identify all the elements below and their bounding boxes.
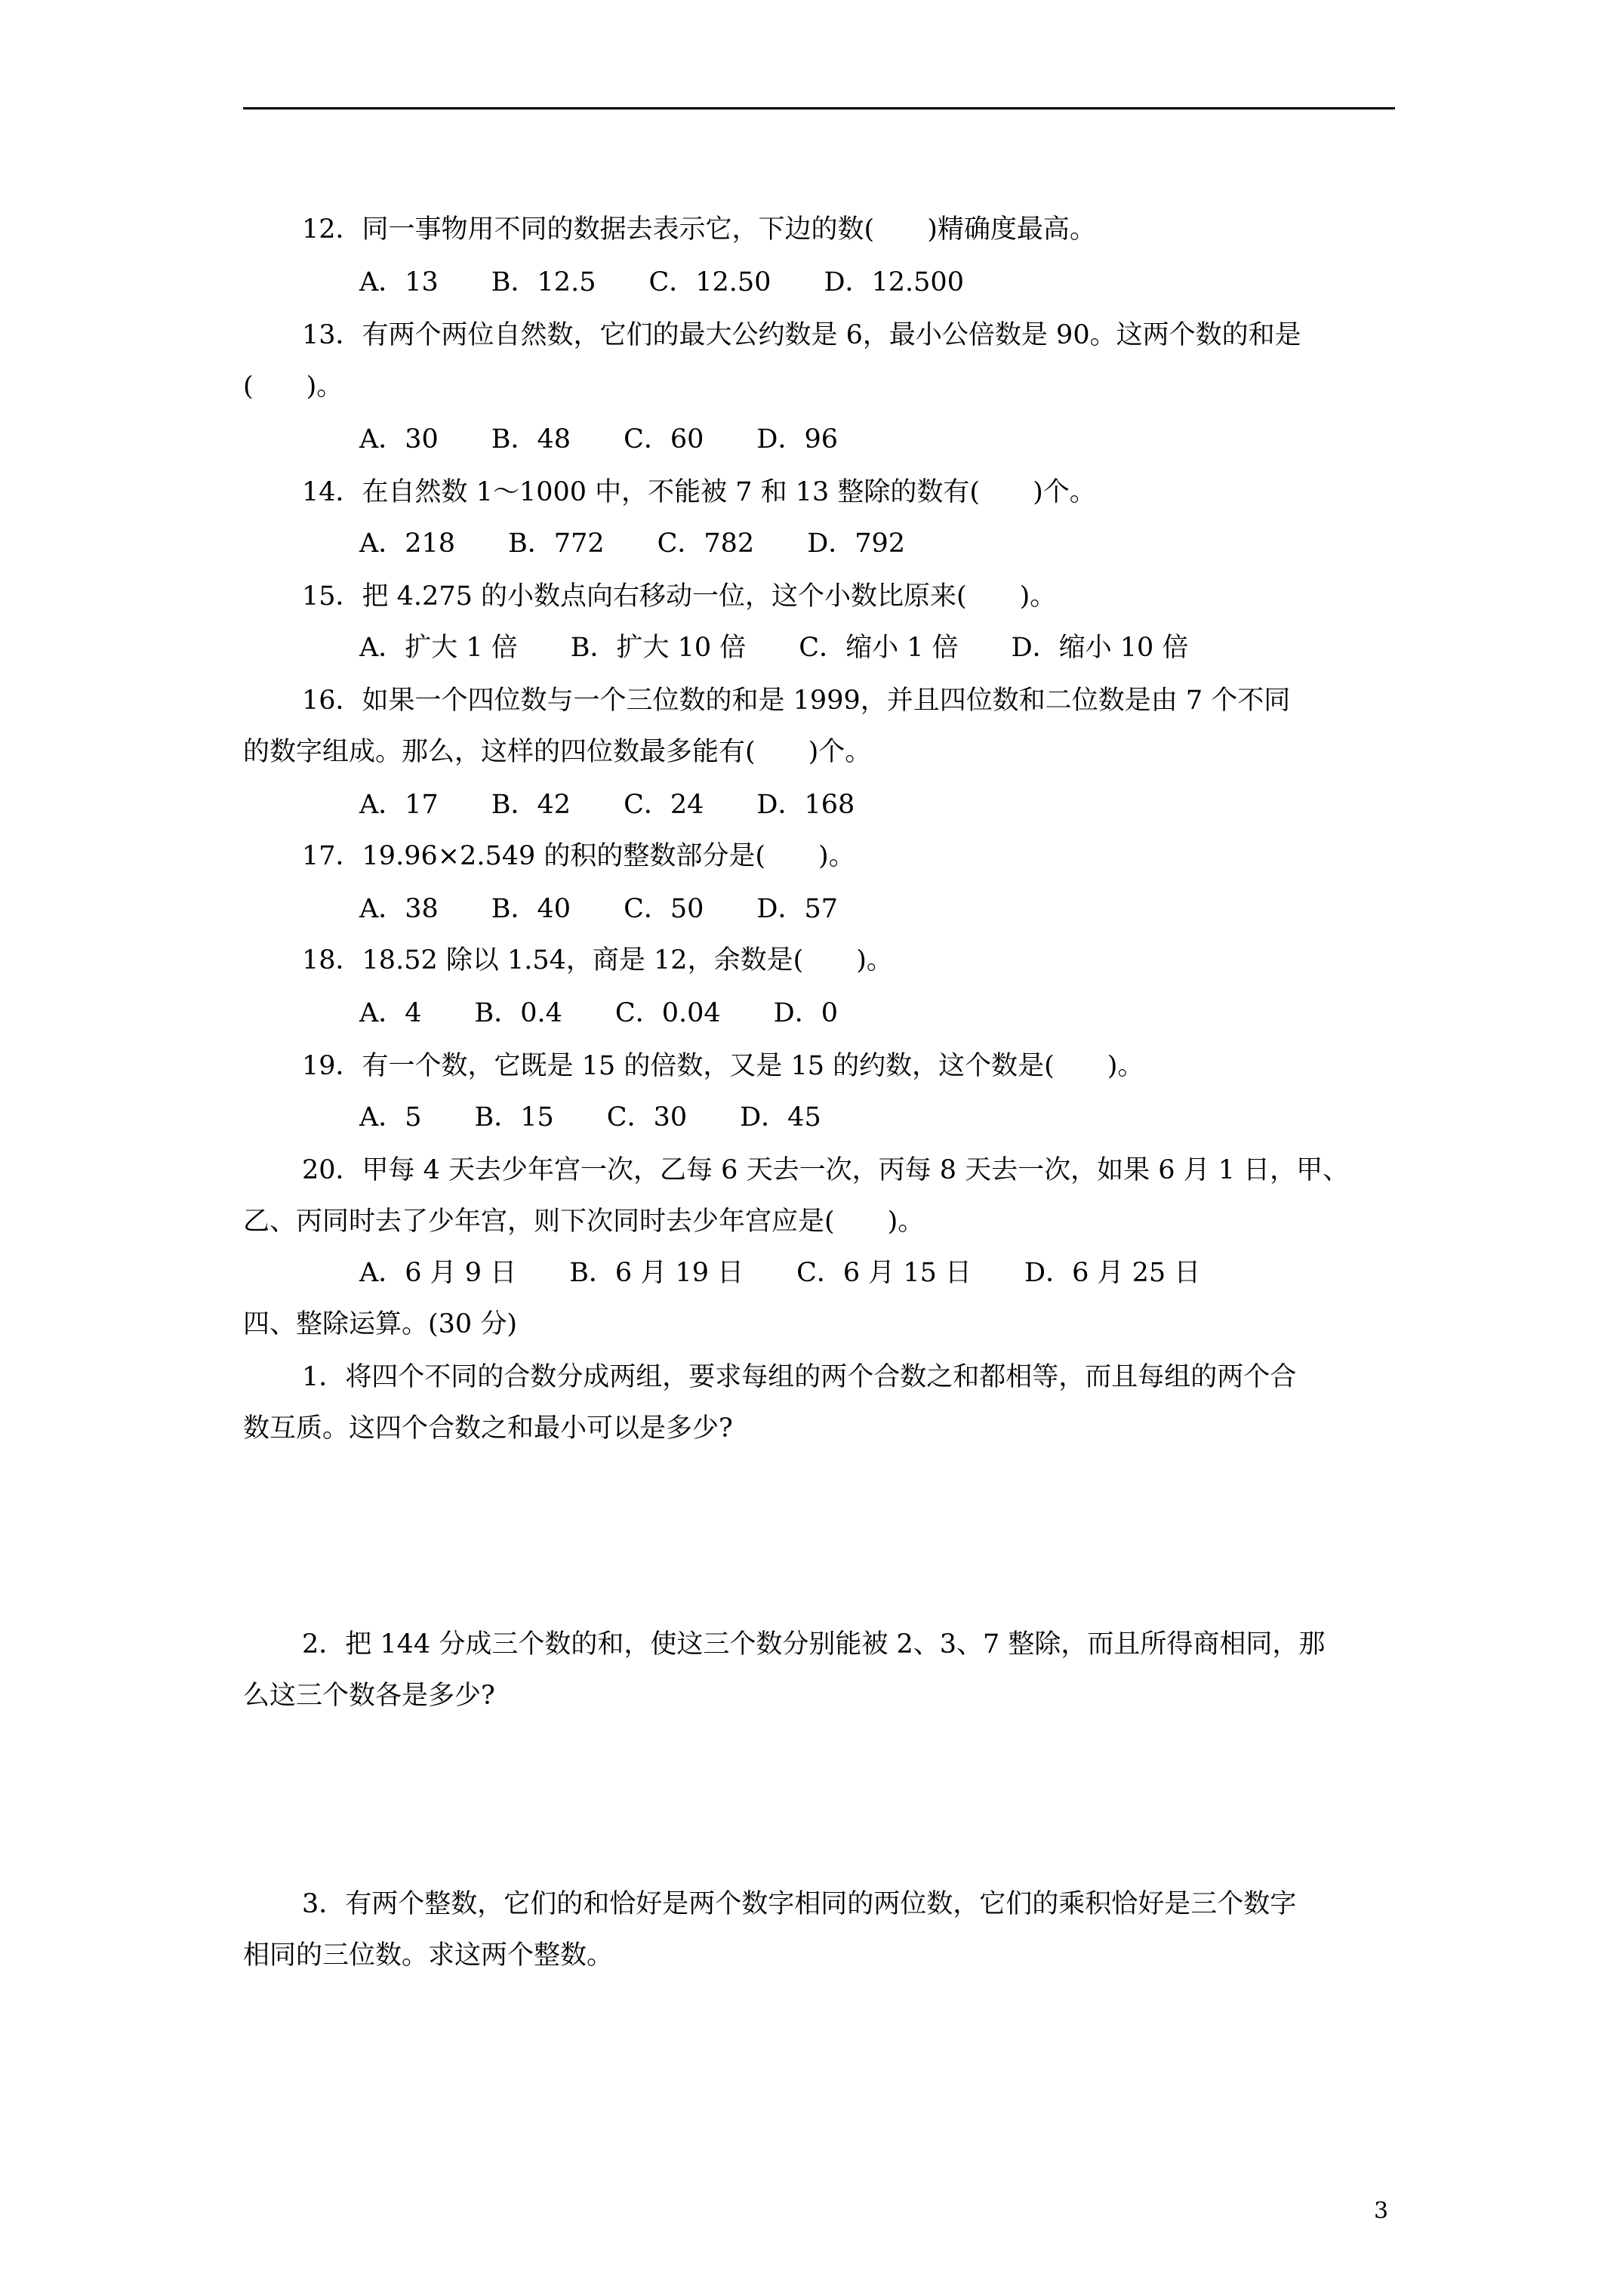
question-13-text-cont: ( )。 (243, 371, 343, 402)
problem-3-text-cont: 相同的三位数。求这两个整数。 (243, 1940, 614, 1971)
problem-1-text-cont: 数互质。这四个合数之和最小可以是多少? (243, 1413, 733, 1444)
question-18-text: 18．18.52 除以 1.54，商是 12，余数是( )。 (302, 945, 893, 975)
question-20-text: 20．甲每 4 天去少年宫一次，乙每 6 天去一次，丙每 8 天去一次，如果 6 月 1 日，甲、 (302, 1155, 1350, 1185)
problem-1-text: 1．将四个不同的合数分成两组，要求每组的两个合数之和都相等，而且每组的两个合 (302, 1362, 1297, 1392)
question-19-options: A．5 B．15 C．30 D．45 (359, 1102, 821, 1133)
question-14-options: A．218 B．772 C．782 D．792 (359, 529, 906, 559)
section-4-heading: 四、整除运算。(30 分) (243, 1309, 517, 1339)
problem-3-text: 3．有两个整数，它们的和恰好是两个数字相同的两位数，它们的乘积恰好是三个数字 (302, 1889, 1297, 1919)
problem-2-text-cont: 么这三个数各是多少? (243, 1681, 495, 1711)
question-12-options: A．13 B．12.5 C．12.50 D．12.500 (359, 267, 964, 297)
question-17-options: A．38 B．40 C．50 D．57 (359, 894, 838, 924)
question-18-options: A．4 B．0.4 C．0.04 D．0 (359, 998, 838, 1028)
question-19-text: 19．有一个数，它既是 15 的倍数，又是 15 的约数，这个数是( )。 (302, 1051, 1144, 1081)
question-16-text-cont: 的数字组成。那么，这样的四位数最多能有( )个。 (243, 737, 872, 767)
question-20-options: A．6 月 9 日 B．6 月 19 日 C．6 月 15 日 D．6 月 25 日 (359, 1258, 1201, 1288)
header-rule (243, 107, 1395, 109)
page-number: 3 (1374, 2198, 1389, 2224)
question-15-text: 15．把 4.275 的小数点向右移动一位，这个小数比原来( )。 (302, 581, 1057, 612)
question-13-options: A．30 B．48 C．60 D．96 (359, 424, 838, 455)
question-16-options: A．17 B．42 C．24 D．168 (359, 790, 855, 820)
problem-2-text: 2．把 144 分成三个数的和，使这三个数分别能被 2、3、7 整除，而且所得商相同，那 (302, 1629, 1326, 1660)
question-16-text: 16．如果一个四位数与一个三位数的和是 1999，并且四位数和二位数是由 7 个不同 (302, 686, 1291, 716)
question-12-text: 12．同一事物用不同的数据去表示它，下边的数( )精确度最高。 (302, 214, 1096, 245)
question-14-text: 14．在自然数 1～1000 中，不能被 7 和 13 整除的数有( )个。 (302, 477, 1096, 507)
question-13-text: 13．有两个两位自然数，它们的最大公约数是 6，最小公倍数是 90。这两个数的和是 (302, 320, 1301, 350)
question-20-text-cont: 乙、丙同时去了少年宫，则下次同时去少年宫应是( )。 (243, 1207, 925, 1237)
question-17-text: 17．19.96×2.549 的积的整数部分是( )。 (302, 841, 855, 871)
question-15-options: A．扩大 1 倍 B．扩大 10 倍 C．缩小 1 倍 D．缩小 10 倍 (359, 633, 1189, 663)
